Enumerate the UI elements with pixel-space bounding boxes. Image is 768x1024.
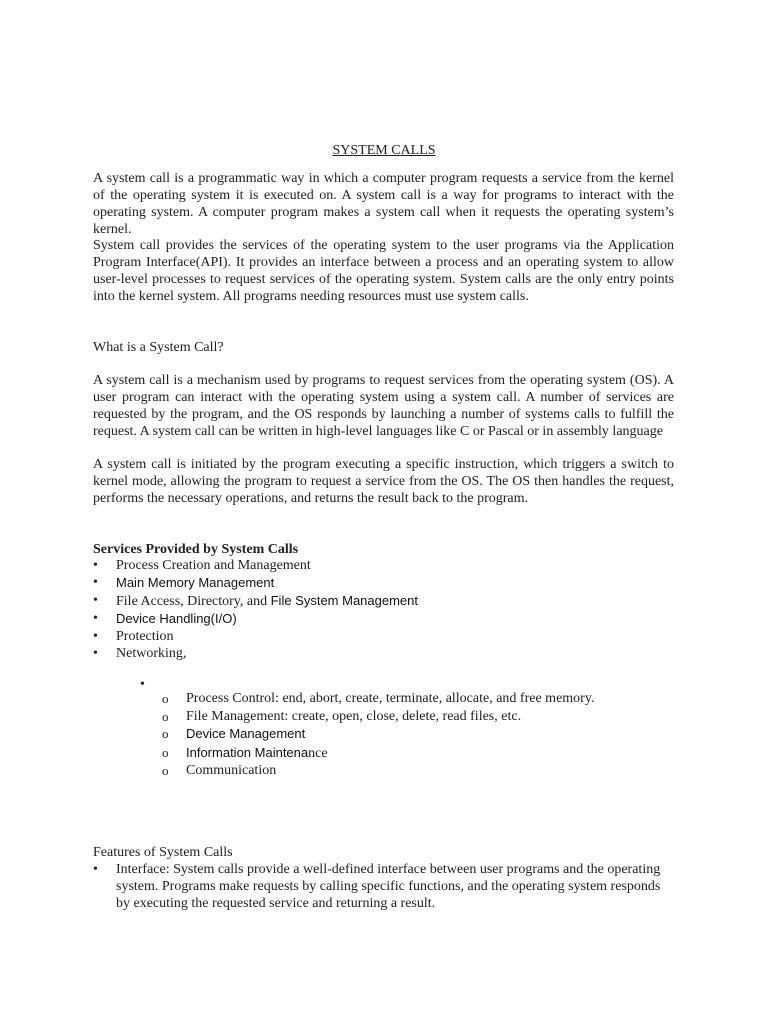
list-item [93, 610, 674, 628]
service-file-access: File Access, Directory, and [116, 594, 271, 609]
features-heading: Features of System Calls [93, 845, 233, 860]
type-process-control: Process Control: end, abort, create, terminate, allocate, and free memory. [186, 691, 595, 706]
system-call-types-list [162, 690, 682, 780]
type-information-maintenance-end: nce [308, 745, 328, 761]
what-is-paragraph-2: A system call is initiated by the program executing a specific instruction, which triggers a switch to kernel mode, allowing the program to request a service from the OS. The OS then handles the request, performs the necessary operations, and returns the result back to the program. [93, 457, 674, 506]
type-file-management: File Management: create, open, close, delete, read files, etc. [186, 708, 522, 724]
list-item [93, 592, 674, 610]
list-item [162, 744, 682, 763]
service-device-handling: Device Handling(I/O) [116, 611, 237, 626]
intro-paragraph-2: System call provides the services of the operating system to the user programs via the Application Program Interface(API). It provides an interface between a process and an operating system to allow user-level processes to request services of the operating system. System calls are the only entry points into the kernel system. All programs needing resources must use system calls. [93, 238, 674, 304]
list-item [162, 708, 682, 726]
empty-bullet: • [140, 677, 145, 692]
what-is-paragraph-1: A system call is a mechanism used by programs to request services from the operating system (OS). A user program can interact with the operating system using a system call. A number of services are requested by the program, and the OS responds by launching a number of systems calls to fulfill the request. A system call can be written in high-level languages like C or Pascal or in assembly language [93, 373, 674, 439]
service-main-memory: Main Memory Management [116, 575, 275, 590]
list-item [93, 861, 674, 912]
intro-paragraph-1: A system call is a programmatic way in which a computer program requests a service from the kernel of the operating system it is executed on. A system call is a way for programs to interact with the operating system. A computer program makes a system call when it requests the operating system’s kernel. [93, 171, 674, 237]
list-item [93, 645, 674, 662]
list-item [93, 557, 674, 574]
service-process-creation: Process Creation and Management [116, 558, 311, 573]
type-device-management: Device Management [186, 726, 306, 741]
list-item [162, 725, 682, 744]
service-file-system-management: File System Management [270, 593, 419, 608]
service-networking: Networking, [116, 646, 187, 661]
features-list [93, 861, 674, 912]
service-protection: Protection [116, 629, 174, 644]
type-information-maintenance: Information Maintena [186, 744, 309, 760]
page-title: SYSTEM CALLS [332, 143, 436, 158]
list-item [162, 690, 682, 708]
feature-interface: Interface: System calls provide a well-defined interface between user programs and the operating system. Programs make requests by calling specific functions, and the operating system responds by executing the requested service and returning a result. [116, 862, 661, 911]
list-item [93, 574, 674, 592]
list-item [93, 628, 674, 645]
list-item [162, 762, 682, 780]
services-heading: Services Provided by System Calls [93, 542, 299, 557]
services-list [93, 557, 674, 662]
type-communication: Communication [186, 763, 277, 778]
what-is-heading: What is a System Call? [93, 340, 224, 355]
